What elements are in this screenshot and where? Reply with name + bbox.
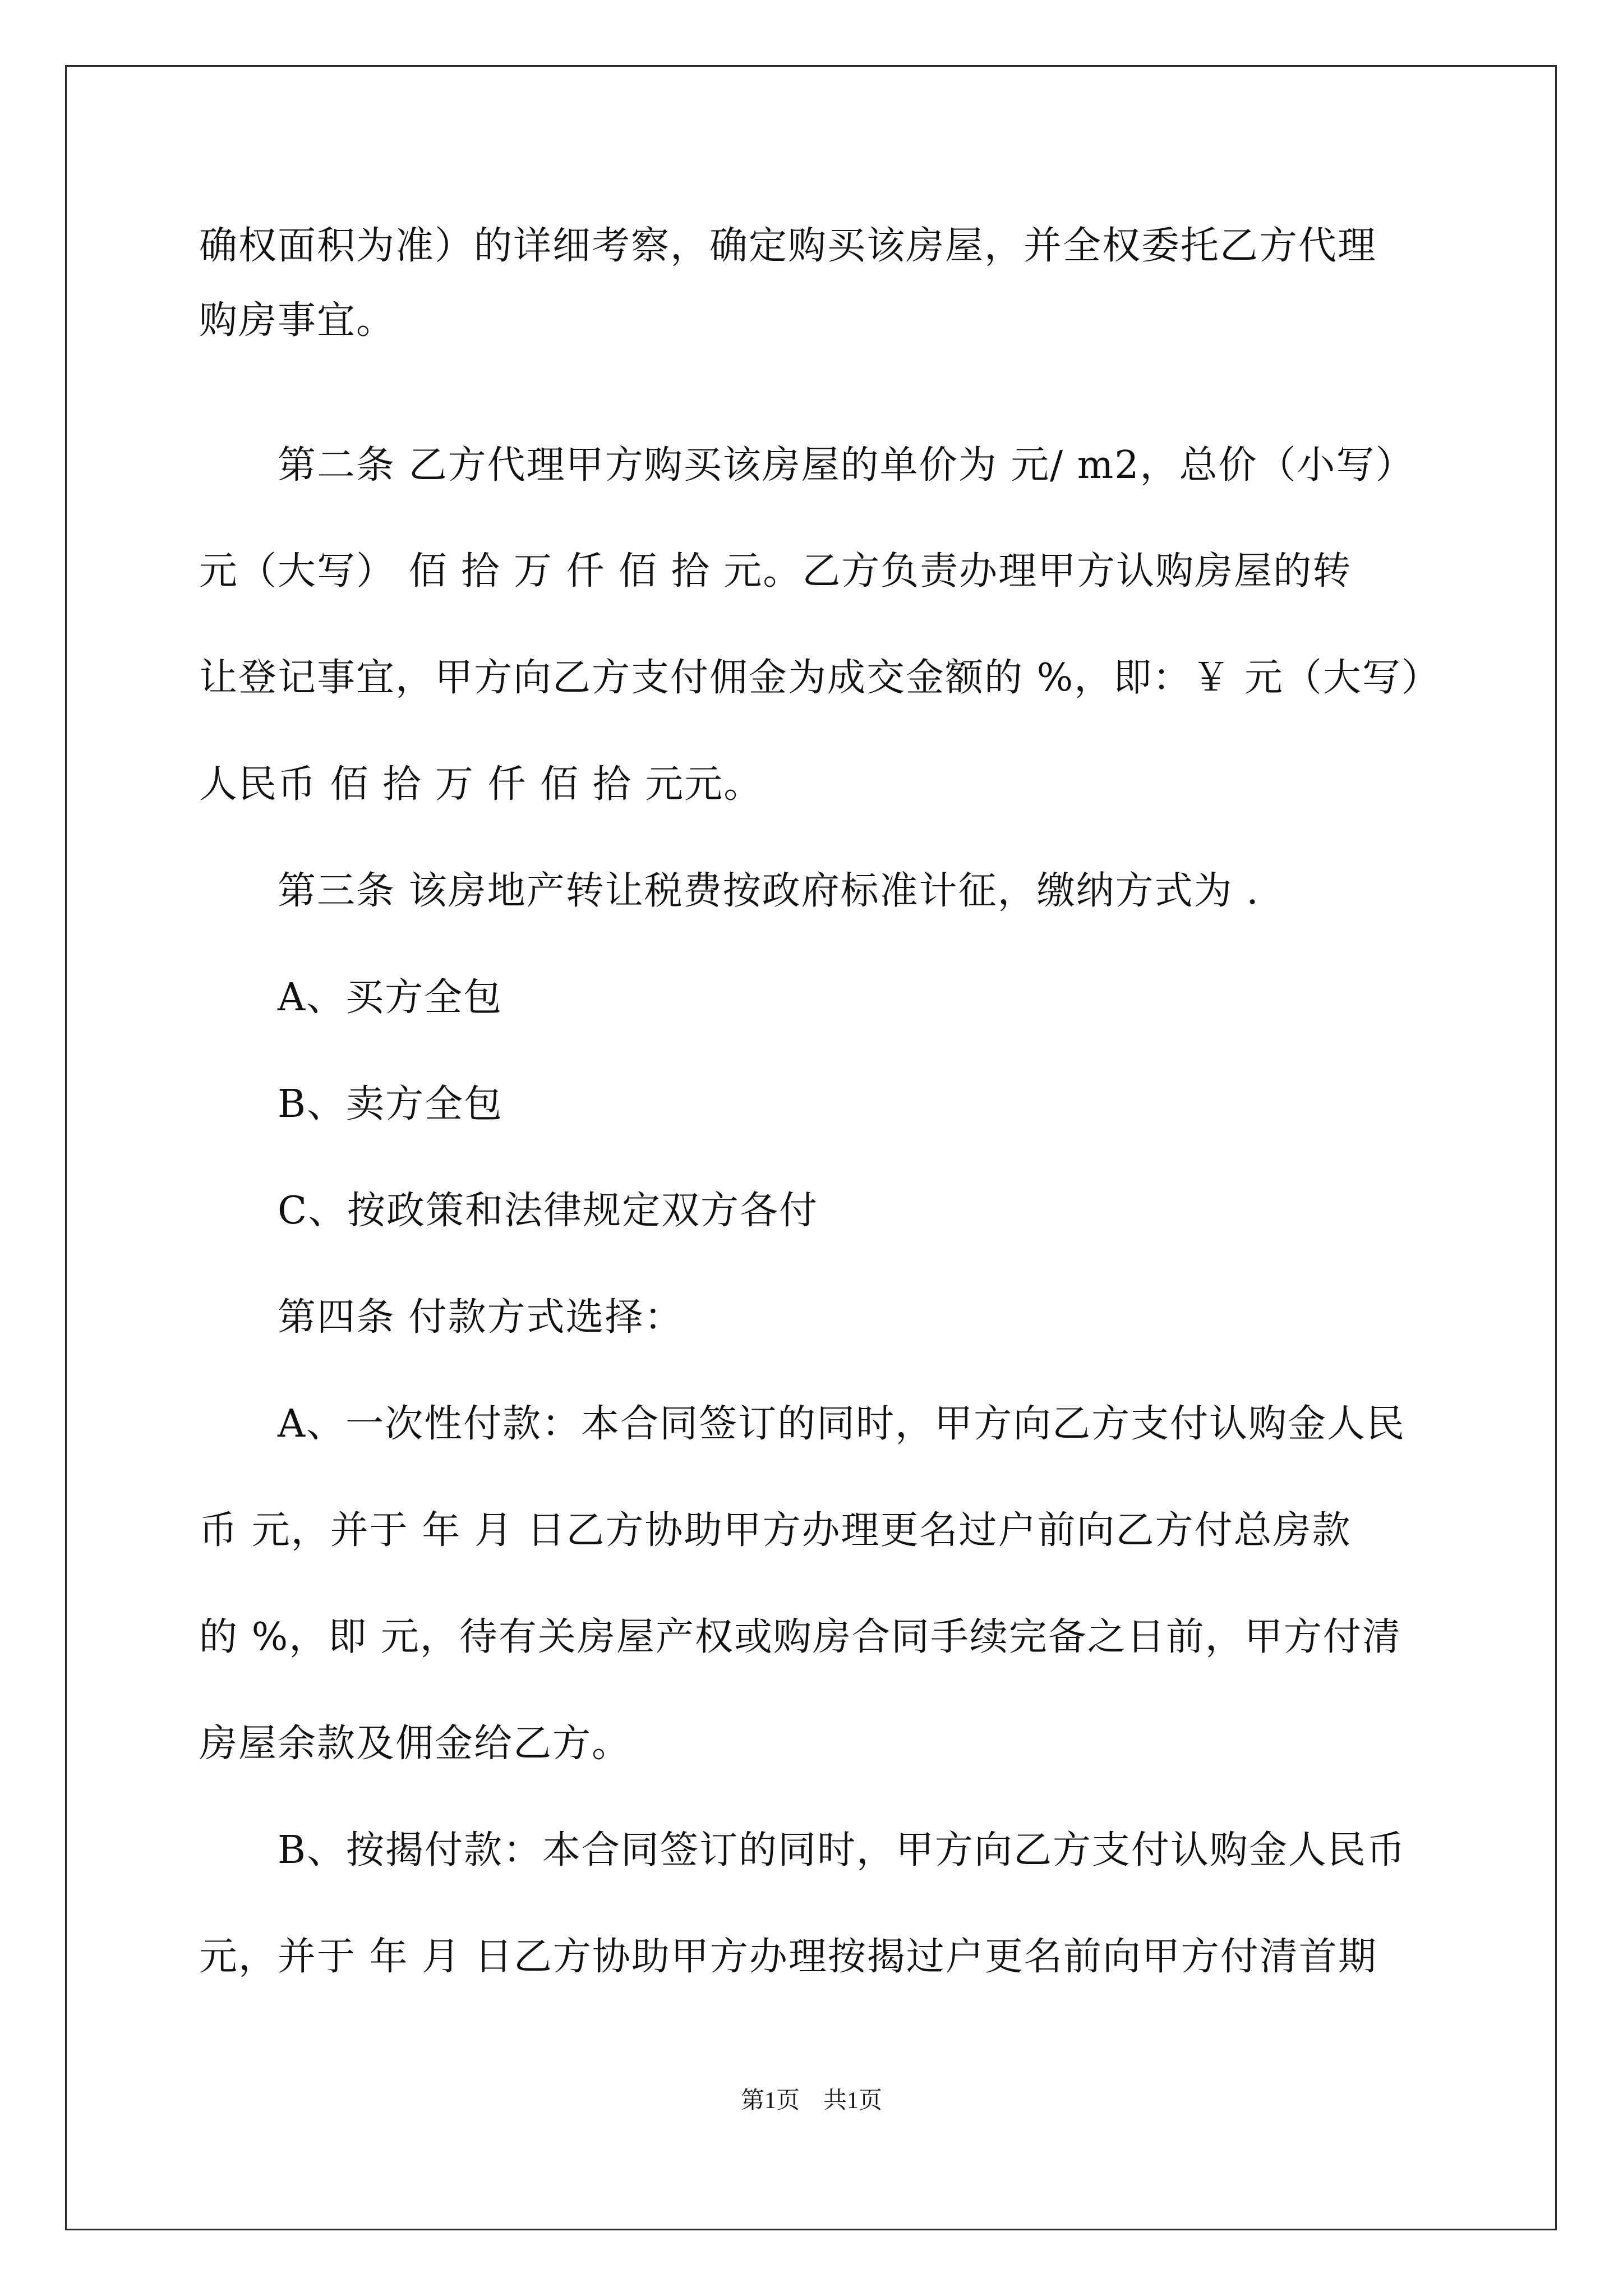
body-line: 元，并于 年 月 日乙方协助甲方办理按揭过户更名前向甲方付清首期 xyxy=(199,1935,1377,1979)
body-line: 人民币 佰 拾 万 仟 佰 拾 元元。 xyxy=(199,762,763,807)
article-3-line: 第三条 该房地产转让税费按政府标准计征，缴纳方式为 . xyxy=(278,869,1260,913)
body-line: 的 %，即 元，待有关房屋产权或购房合同手续完备之日前，甲方付清 xyxy=(199,1615,1401,1659)
body-line: 确权面积为准）的详细考察，确定购买该房屋，并全权委托乙方代理 xyxy=(199,224,1377,268)
page-border xyxy=(65,65,1557,2230)
option-c-line: C、按政策和法律规定双方各付 xyxy=(278,1189,819,1233)
payment-b-line: B、按揭付款：本合同签订的同时，甲方向乙方支付认购金人民币 xyxy=(278,1828,1406,1872)
option-b-line: B、卖方全包 xyxy=(278,1082,503,1126)
body-line: 让登记事宜，甲方向乙方支付佣金为成交金额的 %，即：￥ 元（大写） xyxy=(199,656,1441,700)
body-line: 购房事宜。 xyxy=(199,298,396,343)
option-a-line: A、买方全包 xyxy=(278,976,503,1020)
body-line: 房屋余款及佣金给乙方。 xyxy=(199,1722,631,1766)
body-line: 元（大写） 佰 拾 万 仟 佰 拾 元。乙方负责办理甲方认购房屋的转 xyxy=(199,549,1352,593)
page-number-footer: 第1页 共1页 xyxy=(740,2088,882,2114)
article-2-line: 第二条 乙方代理甲方购买该房屋的单价为 元/ m2，总价（小写） xyxy=(278,443,1415,487)
body-line: 币 元，并于 年 月 日乙方协助甲方办理更名过户前向乙方付总房款 xyxy=(199,1508,1352,1553)
article-4-line: 第四条 付款方式选择： xyxy=(278,1295,684,1340)
payment-a-line: A、一次性付款：本合同签订的同时，甲方向乙方支付认购金人民 xyxy=(278,1402,1406,1446)
